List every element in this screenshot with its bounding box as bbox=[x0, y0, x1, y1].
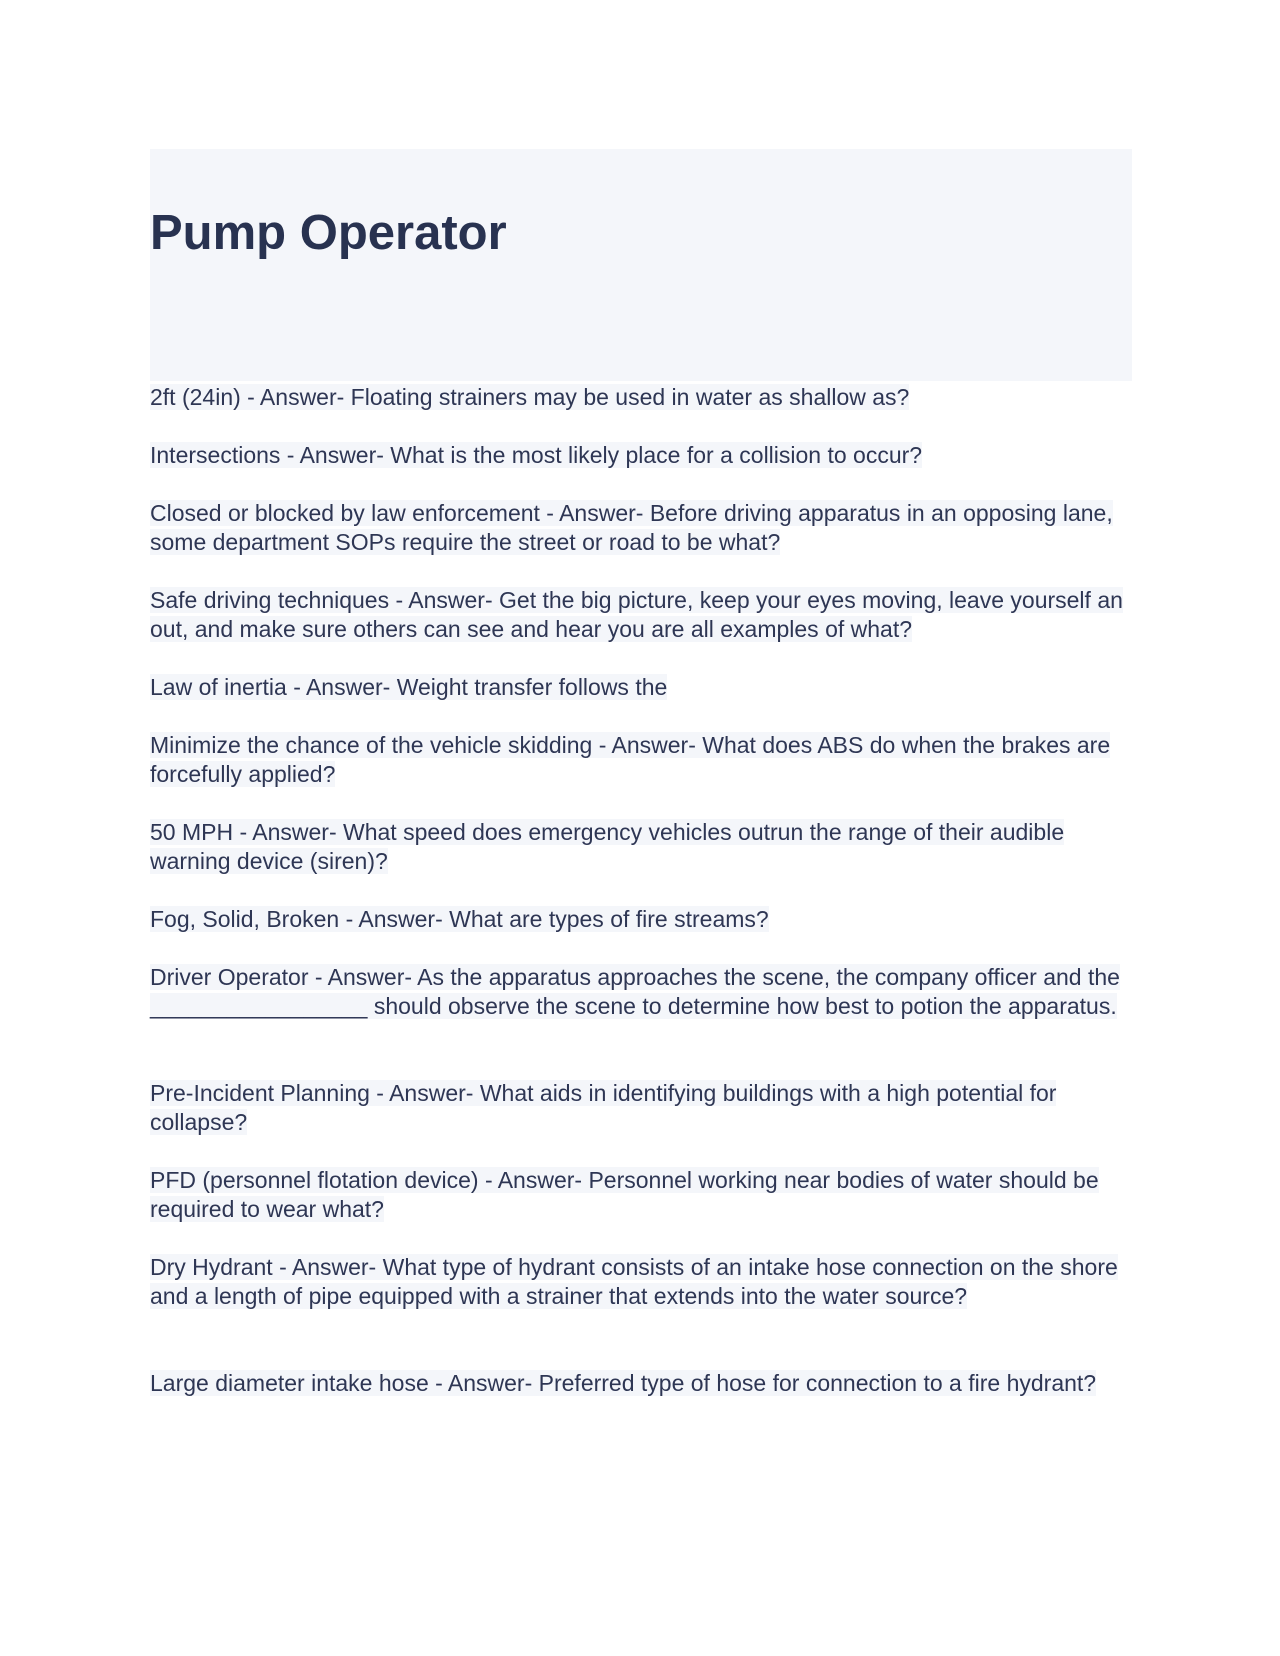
qa-text: PFD (personnel flotation device) - Answer- Personnel working near bodies of water should be required to wear what? bbox=[150, 1167, 1099, 1222]
document-page bbox=[150, 149, 1132, 1456]
list-item bbox=[150, 673, 1132, 731]
list-item bbox=[150, 1253, 1132, 1369]
qa-text: Safe driving techniques - Answer- Get the big picture, keep your eyes moving, leave yourself an out, and make sure others can see and hear you are all examples of what? bbox=[150, 587, 1123, 642]
qa-text: Intersections - Answer- What is the most likely place for a collision to occur? bbox=[150, 442, 923, 468]
qa-text: Law of inertia - Answer- Weight transfer follows the bbox=[150, 674, 668, 700]
list-item bbox=[150, 1166, 1132, 1253]
qa-text: Minimize the chance of the vehicle skidding - Answer- What does ABS do when the brakes are forcefully applied? bbox=[150, 732, 1111, 787]
qa-text: Closed or blocked by law enforcement - Answer- Before driving apparatus in an opposing lane, some department SOPs require the street or road to be what? bbox=[150, 500, 1113, 555]
list-item bbox=[150, 499, 1132, 586]
list-item bbox=[150, 1079, 1132, 1166]
qa-text: 50 MPH - Answer- What speed does emergency vehicles outrun the range of their audible warning device (siren)? bbox=[150, 819, 1065, 874]
title-block bbox=[150, 149, 1132, 381]
list-item bbox=[150, 1369, 1132, 1456]
list-item bbox=[150, 586, 1132, 673]
qa-text: Large diameter intake hose - Answer- Preferred type of hose for connection to a fire hydrant? bbox=[150, 1370, 1097, 1396]
list-item bbox=[150, 905, 1132, 963]
list-item bbox=[150, 818, 1132, 905]
list-item bbox=[150, 731, 1132, 818]
qa-text: 2ft (24in) - Answer- Floating strainers may be used in water as shallow as? bbox=[150, 384, 910, 410]
list-item bbox=[150, 963, 1132, 1079]
qa-text: Pre-Incident Planning - Answer- What aids in identifying buildings with a high potential for collapse? bbox=[150, 1080, 1057, 1135]
qa-text: Dry Hydrant - Answer- What type of hydrant consists of an intake hose connection on the shore and a length of pipe equipped with a strainer that extends into the water source? bbox=[150, 1254, 1118, 1309]
list-item bbox=[150, 383, 1132, 441]
page-title: Pump Operator bbox=[150, 206, 507, 260]
qa-text: Fog, Solid, Broken - Answer- What are types of fire streams? bbox=[150, 906, 769, 932]
list-item bbox=[150, 441, 1132, 499]
qa-text: Driver Operator - Answer- As the apparatus approaches the scene, the company officer and the _________________ should observe the scene to determine how best to potion the apparatus. bbox=[150, 964, 1120, 1019]
qa-list bbox=[150, 383, 1132, 1456]
